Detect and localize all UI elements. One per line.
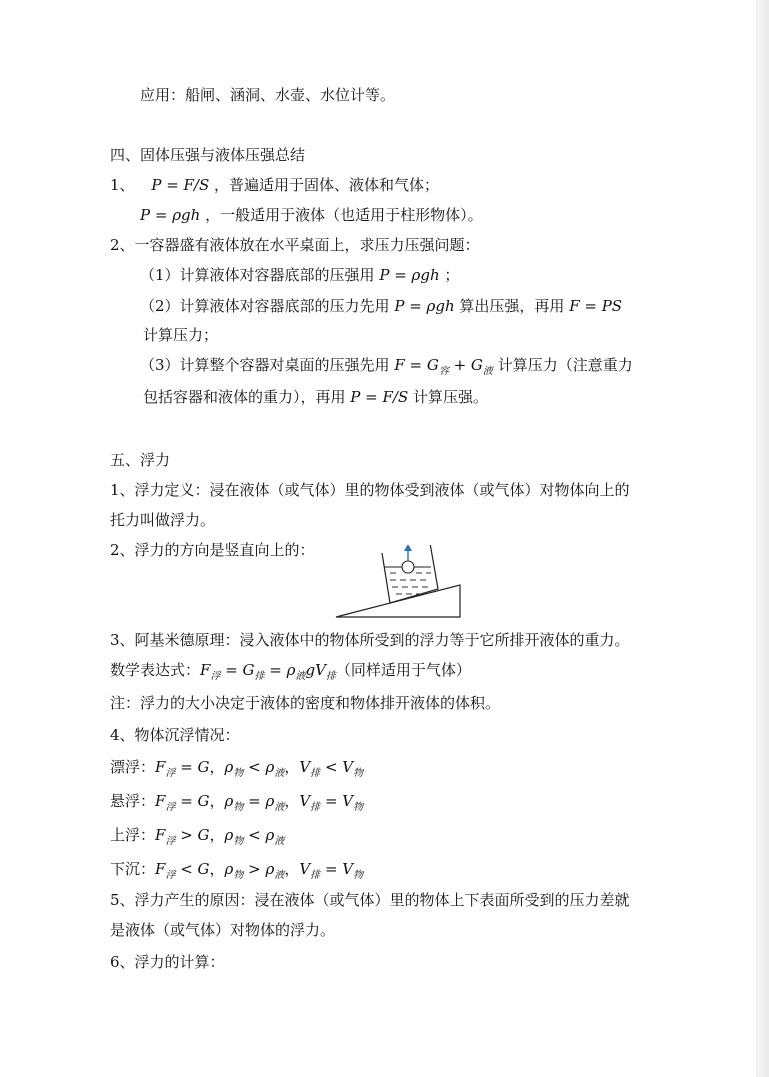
formula-part: F <box>155 826 166 844</box>
formula-liquid-pressure: P = ρgh <box>394 297 455 315</box>
formula-part: gV <box>305 661 326 679</box>
formula-part: V <box>342 792 354 810</box>
formula-part: G <box>197 860 210 878</box>
item-5-1 <box>110 480 630 500</box>
item-text: 计算压力； <box>143 326 219 344</box>
formula-part: = G <box>220 661 255 679</box>
formula-part: V <box>342 758 354 776</box>
item-text: 3、阿基米德原理：浸入液体中的物体所受到的浮力等于它所排开液体的重力。 <box>110 631 630 649</box>
item-text: （1）计算液体对容器底部的压强用 <box>140 266 375 284</box>
formula-force: F = PS <box>569 297 623 315</box>
separator: ， <box>284 860 300 878</box>
floating-ball <box>402 561 414 573</box>
page-edge <box>756 0 769 1077</box>
item-text: 6、浮力的计算： <box>110 953 225 971</box>
formula-part: ρ <box>265 758 275 776</box>
formula-part: = <box>243 792 266 810</box>
formula-part: G <box>197 792 210 810</box>
item-text: ； <box>444 266 460 284</box>
item-number: 1、 <box>110 176 135 194</box>
item-4-1 <box>110 175 439 195</box>
formula-part: ρ <box>224 792 234 810</box>
section-5-title-text: 五、浮力 <box>110 451 171 469</box>
formula-part: = <box>175 792 198 810</box>
subscript: 物 <box>353 870 364 881</box>
item-text: （3）计算整个容器对桌面的压强先用 <box>140 356 390 374</box>
item-4-2-2 <box>140 296 622 316</box>
application-line <box>140 85 395 105</box>
subscript: 物 <box>233 802 244 813</box>
formula-part: = <box>320 792 343 810</box>
subscript: 排 <box>254 671 265 682</box>
formula-part: ρ <box>224 826 234 844</box>
math-expression <box>110 660 471 687</box>
item-5-5 <box>110 890 630 910</box>
separator: ， <box>209 758 225 776</box>
subscript: 液 <box>274 836 285 847</box>
formula-part: < <box>243 826 266 844</box>
formula-part: = <box>320 860 343 878</box>
item-4-2-3-cont <box>143 387 488 407</box>
formula-part: + G <box>448 356 483 374</box>
formula-part: V <box>299 860 311 878</box>
item-text: ，一般适用于液体（也适用于柱形物体）。 <box>205 206 483 224</box>
application-text: 应用：船闸、涵洞、水壶、水位计等。 <box>140 86 396 104</box>
subscript: 容 <box>438 366 449 377</box>
formula-part: V <box>342 860 354 878</box>
item-text: （2）计算液体对容器底部的压力先用 <box>140 297 390 315</box>
separator: ， <box>284 792 300 810</box>
subscript: 浮 <box>210 671 221 682</box>
item-text: 计算压强。 <box>413 388 489 406</box>
subscript: 浮 <box>165 768 176 779</box>
item-5-3 <box>110 630 630 650</box>
formula-part: F <box>155 860 166 878</box>
formula-part: ρ <box>265 826 275 844</box>
item-text: （同样适用于气体） <box>335 661 471 679</box>
formula-part: F <box>155 758 166 776</box>
item-4-1b <box>140 205 483 225</box>
subscript: 物 <box>233 870 244 881</box>
formula-part: ρ <box>265 860 275 878</box>
separator: ， <box>209 826 225 844</box>
item-5-2 <box>110 540 315 560</box>
section-5-title <box>110 450 170 470</box>
item-4-2 <box>110 235 480 255</box>
formula-part: = <box>175 758 198 776</box>
formula-part: < <box>243 758 266 776</box>
item-5-6 <box>110 952 225 972</box>
formula-pressure-general: P = F/S <box>151 176 210 194</box>
item-5-1-cont <box>110 510 215 530</box>
formula-part: G <box>197 758 210 776</box>
formula-part: V <box>299 758 311 776</box>
formula-part: G <box>197 826 210 844</box>
formula-part: V <box>299 792 311 810</box>
section-4-title <box>110 145 305 165</box>
item-text: ，普遍适用于固体、液体和气体； <box>214 176 440 194</box>
formula-part: < <box>175 860 198 878</box>
item-text: 1、浮力定义：浸在液体（或气体）里的物体受到液体（或气体）对物体向上的 <box>110 481 630 499</box>
condition-sink <box>110 859 363 886</box>
formula-pressure-general: P = F/S <box>350 388 409 406</box>
subscript: 液 <box>482 366 493 377</box>
item-text: 4、物体沉浮情况： <box>110 726 240 744</box>
item-4-2-3 <box>140 355 633 382</box>
item-4-2-1 <box>140 265 459 285</box>
subscript: 排 <box>325 671 336 682</box>
subscript: 浮 <box>165 870 176 881</box>
subscript: 液 <box>274 802 285 813</box>
condition-label: 上浮： <box>110 826 156 844</box>
formula-part: F <box>155 792 166 810</box>
item-text: 托力叫做浮力。 <box>110 511 216 529</box>
condition-label: 下沉： <box>110 860 156 878</box>
condition-rise <box>110 825 284 852</box>
subscript: 液 <box>295 671 306 682</box>
item-text: 算出压强，再用 <box>459 297 565 315</box>
item-text: 2、一容器盛有液体放在水平桌面上，求压力压强问题： <box>110 236 480 254</box>
item-text: 2、浮力的方向是竖直向上的： <box>110 541 315 559</box>
formula-part: < <box>320 758 343 776</box>
formula-liquid-pressure: P = ρgh <box>140 206 201 224</box>
formula-part: F <box>200 661 211 679</box>
formula-part: > <box>175 826 198 844</box>
formula-part: ρ <box>224 860 234 878</box>
item-text: 包括容器和液体的重力），再用 <box>143 388 346 406</box>
formula-liquid-pressure: P = ρgh <box>379 266 440 284</box>
formula-part: > <box>243 860 266 878</box>
item-4-2-2-cont <box>143 325 218 345</box>
item-text: 是液体（或气体）对物体的浮力。 <box>110 921 336 939</box>
subscript: 物 <box>233 836 244 847</box>
section-4-title-text: 四、固体压强与液体压强总结 <box>110 146 306 164</box>
subscript: 排 <box>310 768 321 779</box>
subscript: 排 <box>310 802 321 813</box>
subscript: 浮 <box>165 836 176 847</box>
formula-total-weight: F = G <box>394 356 439 374</box>
condition-label: 漂浮： <box>110 758 156 776</box>
item-5-4 <box>110 725 240 745</box>
formula-part: ρ <box>224 758 234 776</box>
separator: ， <box>284 758 300 776</box>
subscript: 物 <box>353 802 364 813</box>
separator: ， <box>209 792 225 810</box>
subscript: 排 <box>310 870 321 881</box>
item-text: 计算压力（注意重力 <box>497 356 633 374</box>
subscript: 液 <box>274 870 285 881</box>
arrow-head-icon <box>404 545 412 551</box>
item-text: 注：浮力的大小决定于液体的密度和物体排开液体的体积。 <box>110 694 501 712</box>
subscript: 物 <box>353 768 364 779</box>
item-5-5-cont <box>110 920 335 940</box>
subscript: 物 <box>233 768 244 779</box>
water-hatching <box>390 573 431 594</box>
item-text: 5、浮力产生的原因：浸在液体（或气体）里的物体上下表面所受到的压力差就 <box>110 891 630 909</box>
buoyancy-diagram <box>334 545 464 620</box>
subscript: 浮 <box>165 802 176 813</box>
condition-label: 悬浮： <box>110 792 156 810</box>
formula-part: = ρ <box>264 661 296 679</box>
condition-suspend <box>110 791 363 818</box>
condition-float <box>110 757 363 784</box>
item-text: 数学表达式： <box>110 661 201 679</box>
formula-part: ρ <box>265 792 275 810</box>
subscript: 液 <box>274 768 285 779</box>
separator: ， <box>209 860 225 878</box>
note-line <box>110 693 500 713</box>
